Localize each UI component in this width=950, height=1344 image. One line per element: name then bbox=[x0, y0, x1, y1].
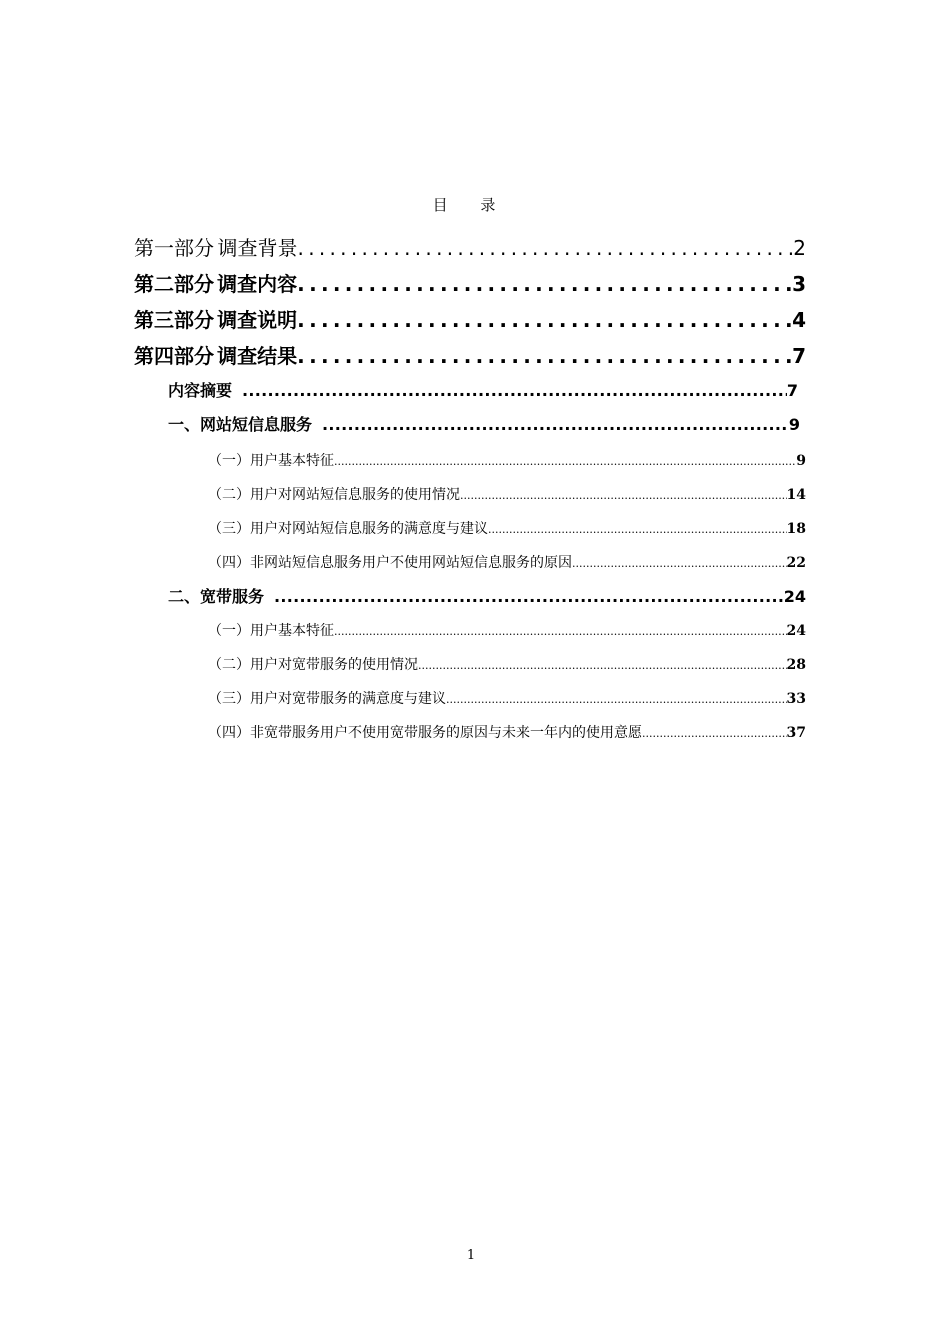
toc-subsection-title: （二）用户对宽带服务的使用情况 bbox=[208, 657, 418, 673]
toc-leader-dots bbox=[297, 344, 792, 368]
toc-section-sms[interactable] bbox=[168, 412, 800, 438]
toc-page-number: 7 bbox=[786, 381, 798, 400]
toc-subsection[interactable] bbox=[208, 552, 806, 574]
toc-subsection[interactable] bbox=[208, 450, 806, 472]
toc-leader-dots bbox=[460, 489, 787, 502]
toc-leader-dots bbox=[242, 381, 787, 400]
page-number-footer: 1 bbox=[466, 1248, 476, 1263]
toc-subsection-title: （一）用户基本特征 bbox=[208, 453, 334, 469]
toc-part-label: 第一部分 bbox=[134, 236, 214, 260]
toc-section-summary[interactable] bbox=[168, 378, 798, 404]
toc-part-3[interactable] bbox=[134, 304, 806, 334]
toc-page-number: 37 bbox=[786, 725, 806, 741]
toc-part-title: 调查说明 bbox=[217, 308, 298, 332]
toc-page-number: 33 bbox=[786, 691, 806, 707]
toc-page-number: 3 bbox=[792, 272, 806, 296]
toc-leader-dots bbox=[642, 727, 787, 740]
toc-subsection[interactable] bbox=[208, 654, 806, 676]
toc-part-4[interactable] bbox=[134, 340, 806, 370]
toc-section-title: 内容摘要 bbox=[168, 381, 233, 400]
toc-subsection-title: （二）用户对网站短信息服务的使用情况 bbox=[208, 487, 460, 503]
toc-subsection-title: （三）用户对网站短信息服务的满意度与建议 bbox=[208, 521, 488, 537]
toc-part-label: 第三部分 bbox=[134, 308, 214, 332]
toc-part-title: 调查内容 bbox=[217, 272, 298, 296]
toc-subsection[interactable] bbox=[208, 620, 806, 642]
toc-subsection-title: （四）非宽带服务用户不使用宽带服务的原因与未来一年内的使用意愿 bbox=[208, 725, 642, 741]
toc-part-2[interactable] bbox=[134, 268, 806, 298]
toc-subsection-title: （四）非网站短信息服务用户不使用网站短信息服务的原因 bbox=[208, 555, 572, 571]
toc-leader-dots bbox=[322, 415, 789, 434]
toc-subsection[interactable] bbox=[208, 688, 806, 710]
toc-section-title: 一、网站短信息服务 bbox=[168, 415, 313, 434]
toc-page-number: 28 bbox=[786, 657, 806, 673]
toc-leader-dots bbox=[418, 659, 787, 672]
toc-page-number: 9 bbox=[796, 453, 806, 469]
toc-leader-dots bbox=[446, 693, 787, 706]
toc-leader-dots bbox=[297, 272, 792, 296]
toc-leader-dots bbox=[298, 236, 794, 260]
toc-leader-dots bbox=[334, 625, 787, 638]
toc-section-broadband[interactable] bbox=[168, 584, 806, 610]
toc-subsection[interactable] bbox=[208, 722, 806, 744]
toc-subsection[interactable] bbox=[208, 518, 806, 540]
toc-leader-dots bbox=[572, 557, 787, 570]
toc-subsection-title: （三）用户对宽带服务的满意度与建议 bbox=[208, 691, 446, 707]
toc-page-number: 14 bbox=[786, 487, 806, 503]
toc-part-title: 调查结果 bbox=[217, 344, 298, 368]
toc-part-label: 第二部分 bbox=[134, 272, 214, 296]
toc-leader-dots bbox=[334, 455, 796, 468]
toc-part-label: 第四部分 bbox=[134, 344, 214, 368]
toc-page-number: 18 bbox=[786, 521, 806, 537]
toc-leader-dots bbox=[297, 308, 792, 332]
toc-part-1[interactable] bbox=[134, 232, 806, 262]
toc-subsection[interactable] bbox=[208, 484, 806, 506]
toc-leader-dots bbox=[274, 587, 784, 606]
toc-page-number: 2 bbox=[793, 236, 806, 260]
toc-section-title: 二、宽带服务 bbox=[168, 587, 265, 606]
toc-part-title: 调查背景 bbox=[217, 236, 298, 260]
toc-page-number: 22 bbox=[786, 555, 806, 571]
toc-page-number: 24 bbox=[786, 623, 806, 639]
toc-page-number: 24 bbox=[783, 587, 806, 606]
toc-page-number: 9 bbox=[788, 415, 800, 434]
toc-leader-dots bbox=[488, 523, 787, 536]
toc-title: 目 录 bbox=[432, 196, 510, 214]
toc-page-number: 7 bbox=[792, 344, 806, 368]
toc-subsection-title: （一）用户基本特征 bbox=[208, 623, 334, 639]
toc-page-number: 4 bbox=[792, 308, 806, 332]
